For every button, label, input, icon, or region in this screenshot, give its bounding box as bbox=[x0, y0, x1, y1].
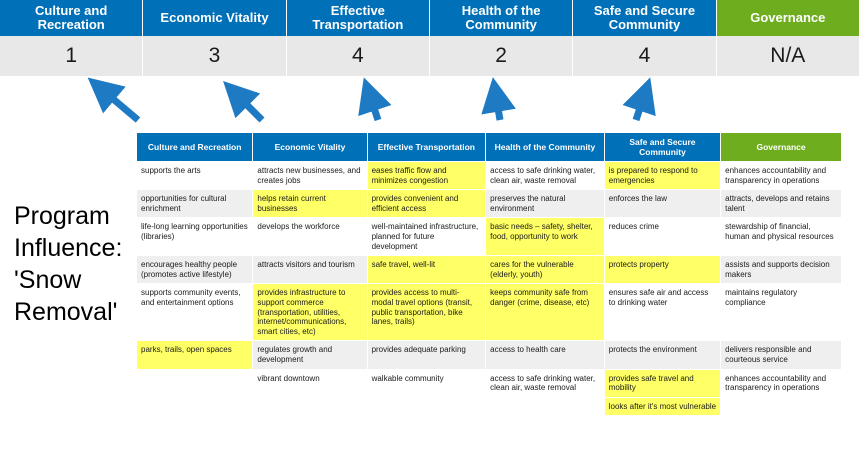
table-row bbox=[137, 162, 842, 190]
matrix-cell: life-long learning opportunities (libraries) bbox=[137, 218, 253, 256]
matrix-cell bbox=[137, 397, 253, 416]
matrix-header-governance[interactable]: Governance bbox=[721, 133, 842, 162]
matrix-cell: maintains regulatory compliance bbox=[721, 284, 842, 341]
matrix-cell: provides access to multi-modal travel options (transit, public transportation, bike lanes, trails) bbox=[367, 284, 486, 341]
scorecard-header-effective-transportation[interactable] bbox=[287, 0, 430, 36]
matrix-cell: delivers responsible and courteous service bbox=[721, 341, 842, 369]
scorecard-header-label: Health of the Community bbox=[461, 3, 541, 32]
matrix-cell: parks, trails, open spaces bbox=[137, 341, 253, 369]
arrow-icon-safe bbox=[636, 84, 648, 120]
matrix-cell: supports community events, and entertainment options bbox=[137, 284, 253, 341]
scorecard-score-row bbox=[0, 36, 859, 76]
scorecard-header-economic-vitality[interactable] bbox=[143, 0, 286, 36]
matrix-cell: safe travel, well-lit bbox=[367, 256, 486, 284]
score-health-of-the-community: 2 bbox=[430, 36, 573, 76]
matrix-header-effective-transportation[interactable]: Effective Transportation bbox=[367, 133, 486, 162]
matrix-cell: ensures safe air and access to drinking water bbox=[604, 284, 720, 341]
matrix-cell: stewardship of financial, human and physical resources bbox=[721, 218, 842, 256]
score-effective-transportation: 4 bbox=[287, 36, 430, 76]
score-economic-vitality: 3 bbox=[143, 36, 286, 76]
scorecard-header-label: Culture and Recreation bbox=[35, 3, 108, 32]
table-row bbox=[137, 284, 842, 341]
matrix-cell: preserves the natural environment bbox=[486, 190, 605, 218]
matrix-cell: protects the environment bbox=[604, 341, 720, 369]
table-row bbox=[137, 190, 842, 218]
matrix-cell: access to safe drinking water, clean air, waste removal bbox=[486, 162, 605, 190]
arrow-icon-economic bbox=[228, 86, 262, 120]
matrix-cell: looks after it's most vulnerable bbox=[604, 397, 720, 416]
influence-matrix bbox=[136, 132, 842, 416]
scorecard-header-culture-and-recreation[interactable] bbox=[0, 0, 143, 36]
arrow-icon-transportation bbox=[366, 84, 378, 120]
matrix-cell: reduces crime bbox=[604, 218, 720, 256]
score-culture-and-recreation: 1 bbox=[0, 36, 143, 76]
arrow-group bbox=[0, 76, 859, 132]
matrix-cell bbox=[367, 397, 486, 416]
matrix-cell: provides adequate parking bbox=[367, 341, 486, 369]
matrix-cell bbox=[486, 397, 605, 416]
matrix-cell: provides infrastructure to support commerce (transportation, utilities, internet/communications, smart cities, etc) bbox=[253, 284, 367, 341]
matrix-cell: basic needs – safety, shelter, food, opportunity to work bbox=[486, 218, 605, 256]
matrix-cell bbox=[253, 397, 367, 416]
matrix-cell: regulates growth and development bbox=[253, 341, 367, 369]
scorecard-header-band bbox=[0, 0, 859, 76]
matrix-cell: vibrant downtown bbox=[253, 369, 367, 397]
scorecard-header-label: Safe and Secure Community bbox=[593, 3, 696, 32]
matrix-header-economic-vitality[interactable]: Economic Vitality bbox=[253, 133, 367, 162]
table-row bbox=[137, 218, 842, 256]
matrix-header-safe-and-secure-community[interactable]: Safe and Secure Community bbox=[604, 133, 720, 162]
matrix-cell: access to safe drinking water, clean air, waste removal bbox=[486, 369, 605, 397]
scorecard-header-row bbox=[0, 0, 859, 36]
matrix-cell: access to health care bbox=[486, 341, 605, 369]
matrix-cell: develops the workforce bbox=[253, 218, 367, 256]
matrix-cell: well-maintained infrastructure, planned for future development bbox=[367, 218, 486, 256]
scorecard-header-label: Effective Transportation bbox=[312, 3, 404, 32]
matrix-cell: assists and supports decision makers bbox=[721, 256, 842, 284]
table-row bbox=[137, 397, 842, 416]
matrix-cell: keeps community safe from danger (crime, disease, etc) bbox=[486, 284, 605, 341]
matrix-cell: provides safe travel and mobility bbox=[604, 369, 720, 397]
matrix-header-health-of-the-community[interactable]: Health of the Community bbox=[486, 133, 605, 162]
scorecard-header-governance[interactable] bbox=[717, 0, 859, 36]
matrix-header-row bbox=[137, 133, 842, 162]
matrix-cell: helps retain current businesses bbox=[253, 190, 367, 218]
table-row bbox=[137, 256, 842, 284]
score-governance: N/A bbox=[770, 44, 806, 67]
arrow-icon-culture bbox=[93, 82, 138, 120]
matrix-cell: supports the arts bbox=[137, 162, 253, 190]
matrix-cell: provides convenient and efficient access bbox=[367, 190, 486, 218]
scorecard-header-health-of-the-community[interactable] bbox=[430, 0, 573, 36]
matrix-cell: attracts, develops and retains talent bbox=[721, 190, 842, 218]
program-influence-caption: Program Influence: 'Snow Removal' bbox=[14, 202, 123, 326]
matrix-cell: walkable community bbox=[367, 369, 486, 397]
matrix-cell: enhances accountability and transparency in operations bbox=[721, 369, 842, 397]
matrix-cell: enhances accountability and transparency in operations bbox=[721, 162, 842, 190]
scorecard-header-safe-and-secure-community[interactable] bbox=[573, 0, 716, 36]
matrix-cell: encourages healthy people (promotes active lifestyle) bbox=[137, 256, 253, 284]
table-row bbox=[137, 341, 842, 369]
arrow-icon-health bbox=[494, 84, 500, 120]
scorecard-header-label: Economic Vitality bbox=[160, 10, 269, 25]
matrix-cell bbox=[137, 369, 253, 397]
scorecard-header-label: Governance bbox=[750, 10, 826, 25]
matrix-cell: eases traffic flow and minimizes congestion bbox=[367, 162, 486, 190]
matrix-header-culture-and-recreation[interactable]: Culture and Recreation bbox=[137, 133, 253, 162]
matrix-cell: attracts new businesses, and creates jobs bbox=[253, 162, 367, 190]
matrix-cell: is prepared to respond to emergencies bbox=[604, 162, 720, 190]
matrix-cell: cares for the vulnerable (elderly, youth) bbox=[486, 256, 605, 284]
score-safe-and-secure-community: 4 bbox=[573, 36, 716, 76]
table-row bbox=[137, 369, 842, 397]
matrix-cell: attracts visitors and tourism bbox=[253, 256, 367, 284]
matrix-cell bbox=[721, 397, 842, 416]
matrix-cell: enforces the law bbox=[604, 190, 720, 218]
matrix-cell: opportunities for cultural enrichment bbox=[137, 190, 253, 218]
matrix-cell: protects property bbox=[604, 256, 720, 284]
